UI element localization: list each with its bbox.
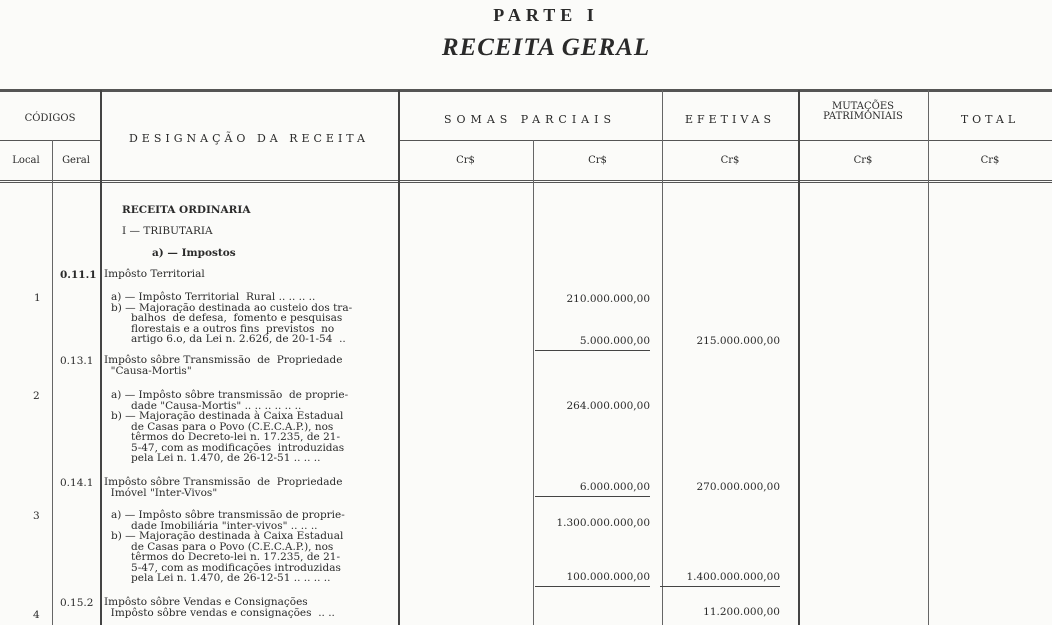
item-line: têrmos do Decreto-lei n. 17.235, de 21- (111, 431, 341, 443)
parcial-value: 1.300.000.000,00 (556, 517, 650, 529)
efetiva-value: 11.200.000,00 (703, 606, 780, 618)
header-designacao: DESIGNAÇÃO DA RECEITA (128, 132, 369, 145)
parcial-value: 210.000.000,00 (566, 293, 650, 305)
item-title: Impôsto Territorial (104, 268, 205, 280)
item-line: de Casas para o Povo (C.E.C.A.P.), nos (111, 420, 334, 433)
item-line: artigo 6.o, da Lei n. 2.626, de 20-1-54 .. (111, 333, 346, 345)
efetiva-value: 215.000.000,00 (696, 335, 780, 347)
item-line: dade Imobiliária "inter-vivos" .. .. .. (111, 519, 318, 532)
header-mutacoes-line1: MUTAÇÕES (831, 101, 894, 112)
item-line: pela Lei n. 1.470, de 26-12-51 .. .. .. .. (111, 572, 331, 584)
item-line: a) — Impôsto sôbre transmissão de proprie- (111, 509, 345, 521)
column-divider (52, 140, 53, 625)
header-rule (398, 140, 1052, 141)
item-title-line: Imóvel "Inter-Vivos" (104, 486, 218, 499)
code-geral: 0.11.1 (60, 269, 97, 281)
item-line: dade "Causa-Mortis" .. .. .. .. .. .. (111, 399, 302, 412)
item-lines (111, 292, 352, 345)
item-line: a) — Impôsto Territorial Rural .. .. .. .. (111, 291, 316, 303)
item-line: florestais e a outros fins previstos no (111, 322, 335, 335)
item-title (104, 355, 342, 376)
currency-label: Cr$ (853, 155, 873, 166)
part-heading: PARTE I (493, 5, 599, 25)
item-line: 5-47, com as modificações introduzidas (111, 561, 341, 574)
header-bottom-rule (0, 180, 1052, 183)
column-divider (398, 90, 400, 625)
column-divider (928, 90, 929, 625)
header-mutacoes (798, 102, 928, 122)
parcial-value: 100.000.000,00 (535, 571, 650, 587)
column-divider (662, 90, 663, 625)
code-geral: 0.13.1 (60, 355, 94, 367)
currency-label: Cr$ (980, 155, 1000, 166)
code-local: 4 (33, 609, 40, 621)
currency-label: Cr$ (588, 155, 607, 166)
item-lines (111, 510, 345, 584)
parcial-value: 6.000.000,00 (535, 481, 650, 497)
header-mutacoes-line2: PATRIMONIAIS (823, 111, 903, 122)
parcial-value: 264.000.000,00 (566, 400, 650, 412)
column-divider (533, 140, 534, 625)
item-line: b) — Majoração destinada à Caixa Estadual (111, 410, 344, 422)
currency-label: Cr$ (720, 155, 740, 166)
item-title-line: Impôsto sôbre Vendas e Consignações (104, 596, 308, 608)
code-geral: 0.14.1 (60, 477, 94, 489)
header-codigos: CÓDIGOS (24, 113, 76, 124)
item-title-line: Impôsto sôbre Transmissão de Propriedade (104, 354, 343, 366)
item-title-line: Impôsto sôbre Transmissão de Propriedade (104, 476, 343, 488)
item-line: b) — Majoração destinada ao custeio dos tra- (111, 301, 353, 314)
item-title-line: "Causa-Mortis" (104, 364, 192, 377)
item-line: balhos de defesa, fomento e pesquisas (111, 312, 343, 324)
item-title-line: Impôsto sôbre vendas e consignações .. .. (104, 606, 335, 619)
parcial-value: 5.000.000,00 (535, 335, 650, 351)
header-rule (0, 140, 100, 141)
header-geral: Geral (62, 155, 90, 166)
item-line: pela Lei n. 1.470, de 26-12-51 .. .. .. (111, 452, 321, 464)
currency-label: Cr$ (456, 155, 475, 166)
item-line: de Casas para o Povo (C.E.C.A.P.), nos (111, 540, 334, 553)
item-lines (111, 390, 348, 464)
header-efetivas: EFETIVAS (684, 113, 776, 126)
header-somas-parciais: SOMAS PARCIAIS (444, 113, 616, 126)
section-tributaria: I — TRIBUTARIA (122, 225, 213, 237)
item-line: a) — Impôsto sôbre transmissão de proprie- (111, 389, 349, 401)
header-local: Local (12, 155, 40, 166)
column-divider (798, 90, 800, 625)
code-local: 1 (34, 292, 41, 304)
item-title (104, 477, 342, 498)
code-local: 3 (33, 510, 40, 522)
efetiva-value: 270.000.000,00 (696, 481, 780, 493)
item-line: têrmos do Decreto-lei n. 17.235, de 21- (111, 551, 341, 563)
page-title: RECEITA GERAL (441, 34, 651, 61)
section-receita-ordinaria: RECEITA ORDINARIA (122, 204, 251, 216)
code-geral: 0.15.2 (60, 597, 94, 609)
item-line: 5-47, com as modificações introduzidas (111, 441, 345, 454)
item-title (104, 597, 335, 618)
header-total: TOTAL (960, 113, 1020, 126)
efetiva-value: 1.400.000.000,00 (660, 571, 780, 587)
table-top-rule (0, 89, 1052, 92)
column-divider (100, 90, 102, 625)
section-impostos: a) — Impostos (152, 247, 236, 259)
item-line: b) — Majoração destinada à Caixa Estadual (111, 530, 344, 542)
code-local: 2 (33, 390, 40, 402)
